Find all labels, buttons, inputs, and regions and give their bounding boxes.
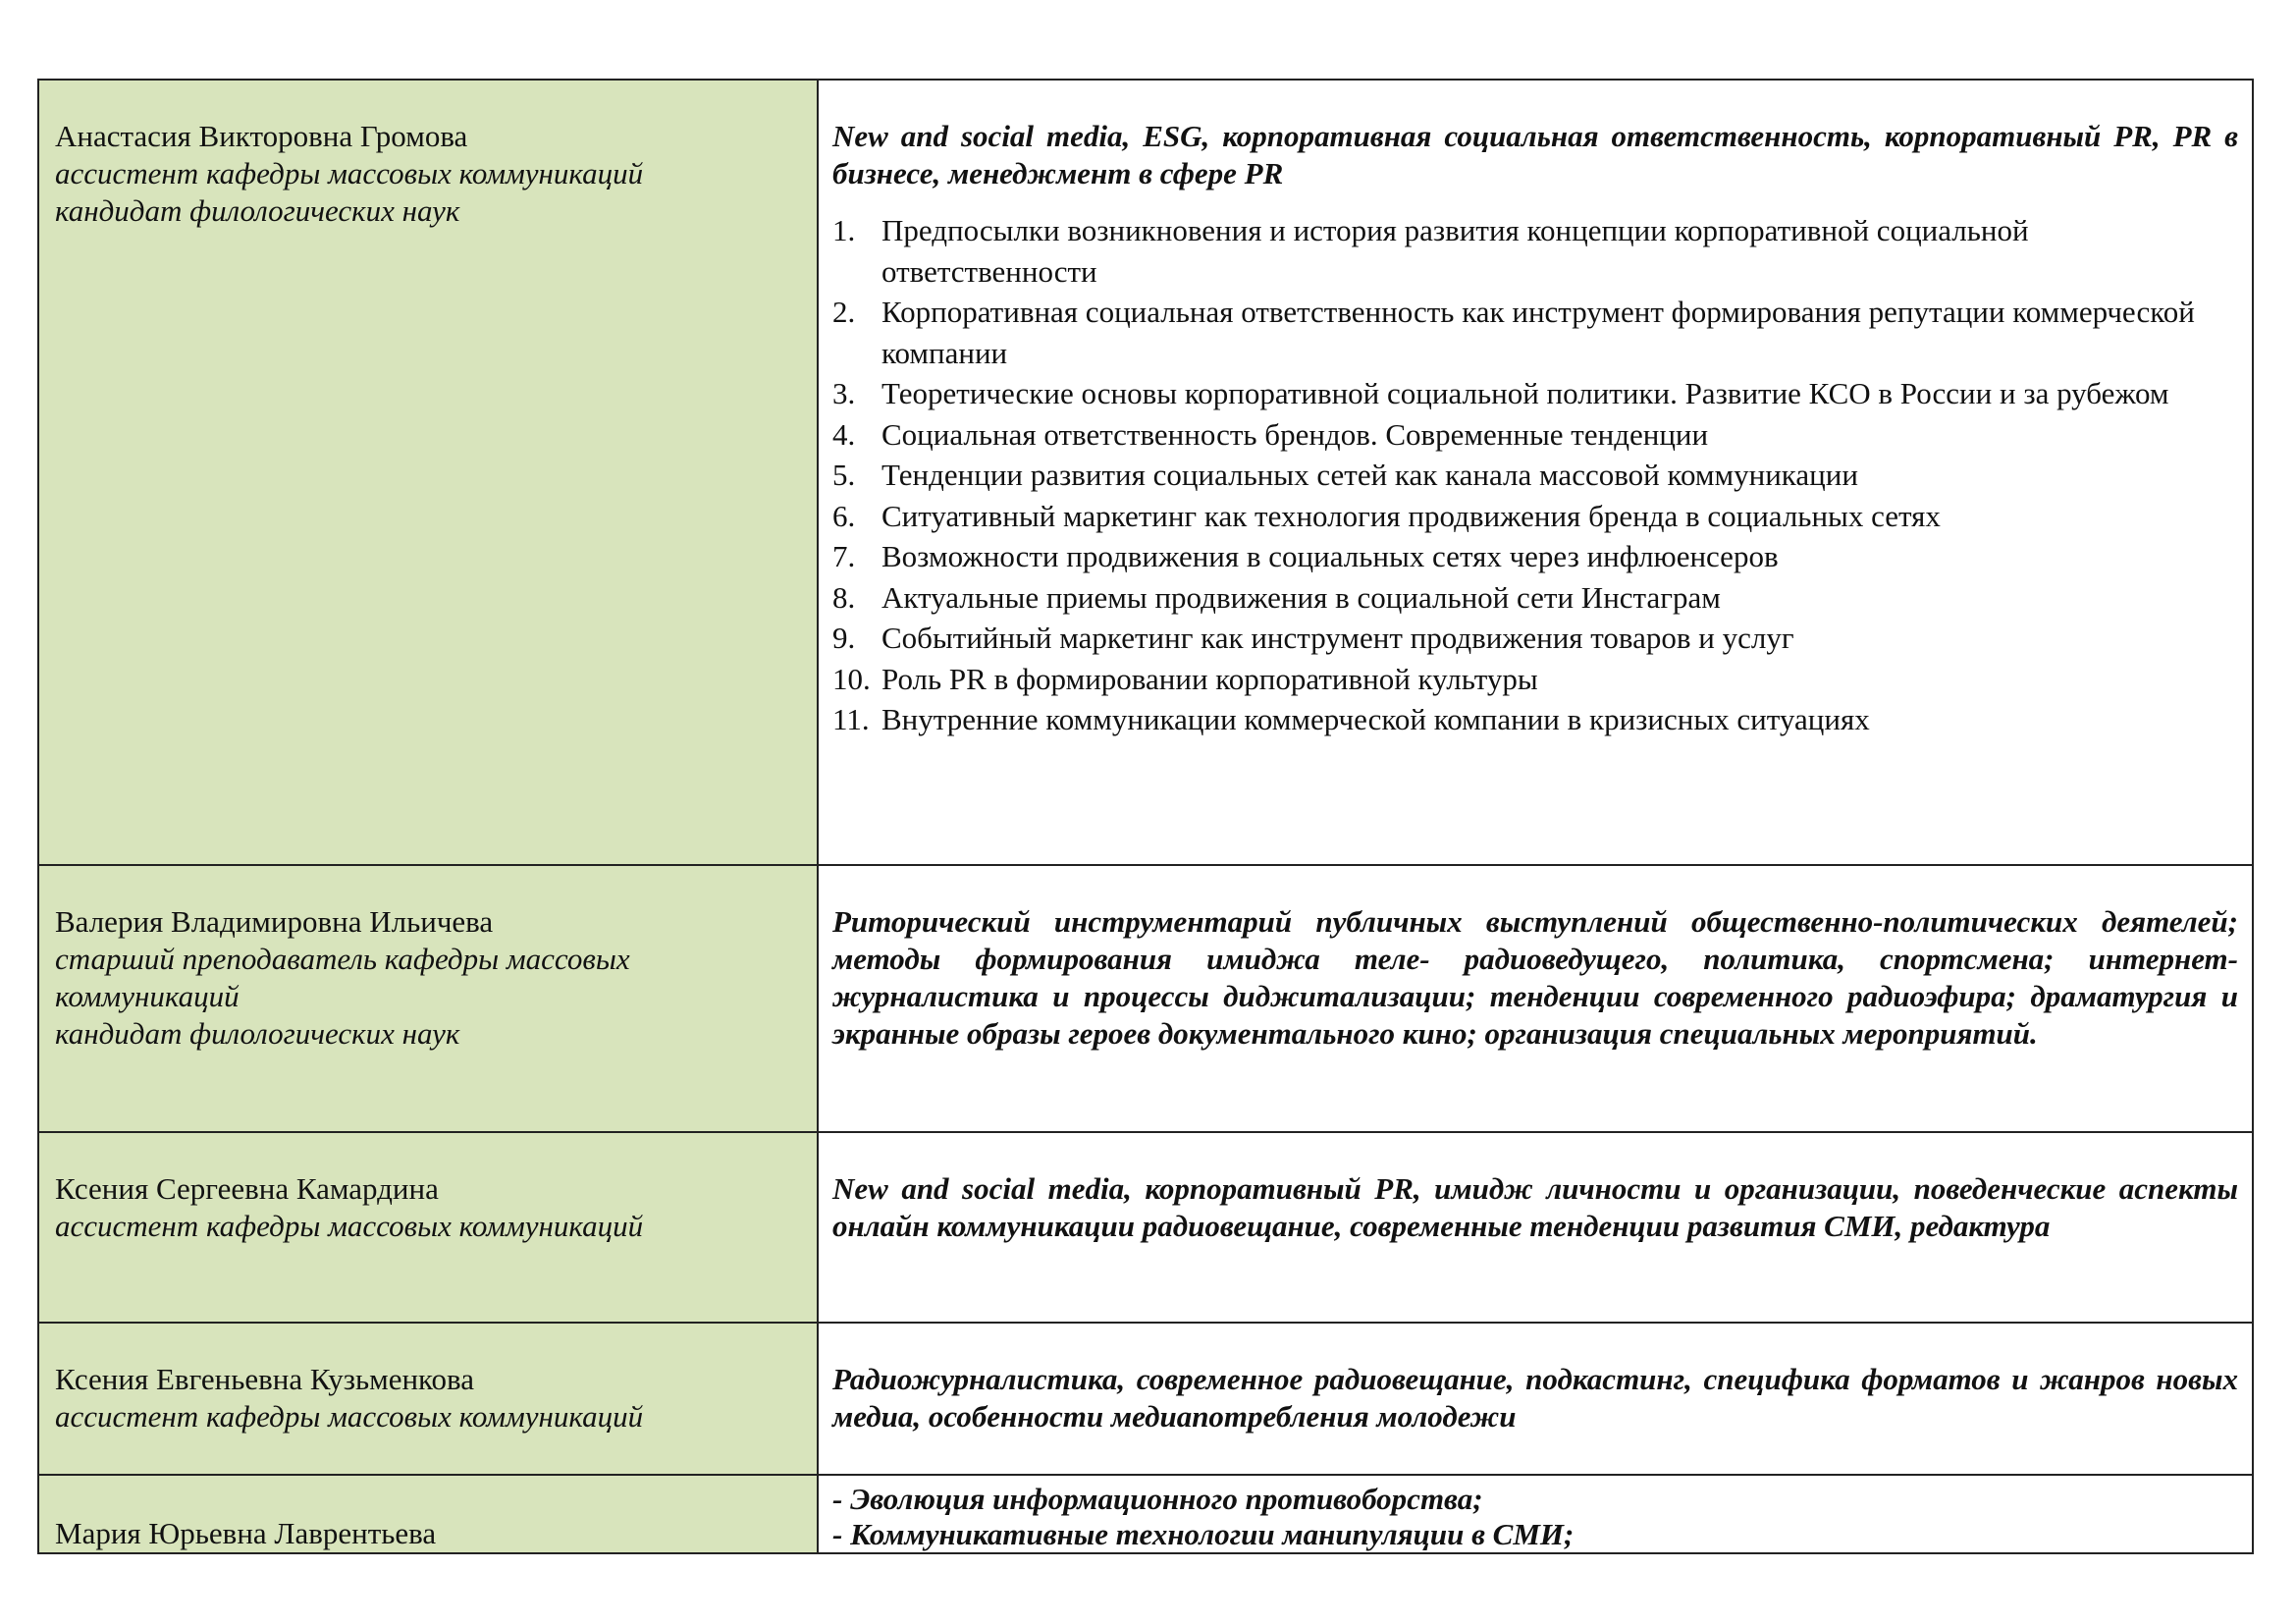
list-item: 8. Актуальные приемы продвижения в социальной сети Инстаграм	[832, 579, 1721, 615]
person-role: ассистент кафедры массовых коммуникаций	[55, 1399, 644, 1434]
person-cell	[38, 1132, 818, 1323]
research-line: - Эволюция информационного противоборства;	[832, 1482, 1483, 1516]
research-areas: Радиожурналистика, современное радиовещание, подкастинг, специфика форматов и жанров новых медиа, особенности медиапотребления молодежи	[832, 1362, 2238, 1434]
person-name: Анастасия Викторовна Громова	[55, 119, 468, 153]
table-row	[38, 1132, 2253, 1323]
research-areas: New and social media, ESG, корпоративная социальная ответственность, корпоративный PR, PR в бизнесе, менеджмент в сфере PR	[832, 119, 2238, 190]
topics-cell	[818, 1475, 2253, 1553]
person-name: Ксения Евгеньевна Кузьменкова	[55, 1362, 475, 1396]
person-name: Ксения Сергеевна Камардина	[55, 1171, 439, 1206]
person-cell	[38, 1323, 818, 1475]
person-degree: кандидат филологических наук	[55, 1016, 460, 1051]
research-areas: New and social media, корпоративный PR, имидж личности и организации, поведенческие аспекты онлайн коммуникации радиовещание, современные тенденции развития СМИ, редактура	[832, 1171, 2238, 1243]
person-cell	[38, 80, 818, 865]
person-degree: кандидат филологических наук	[55, 193, 460, 228]
table-row	[38, 1475, 2253, 1553]
list-item: 11. Внутренние коммуникации коммерческой компании в кризисных ситуациях	[832, 702, 1870, 736]
list-item: 4. Социальная ответственность брендов. Современные тенденции	[832, 416, 1709, 452]
person-cell	[38, 865, 818, 1132]
list-item: 7. Возможности продвижения в социальных сетях через инфлюенсеров	[832, 539, 1779, 573]
topics-cell	[818, 865, 2253, 1132]
list-item: 5. Тенденции развития социальных сетей как канала массовой коммуникации	[832, 458, 1858, 492]
supervisors-table	[37, 79, 2254, 1554]
topics-cell	[818, 1132, 2253, 1323]
list-item: 1. Предпосылки возникновения и история развития концепции корпоративной социальной ответственности	[832, 213, 2029, 289]
research-line: - Коммуникативные технологии манипуляции в СМИ;	[832, 1517, 1575, 1551]
person-cell	[38, 1475, 818, 1553]
table-row	[38, 80, 2253, 865]
table-row	[38, 865, 2253, 1132]
person-name: Мария Юрьевна Лаврентьева	[55, 1516, 437, 1550]
person-role: старший преподаватель кафедры массовых коммуникаций	[55, 942, 630, 1013]
list-item: 10. Роль PR в формировании корпоративной культуры	[832, 661, 1538, 696]
list-item: 3. Теоретические основы корпоративной социальной политики. Развитие КСО в России и за рубежом	[832, 376, 2169, 410]
topic-list	[832, 210, 2238, 740]
person-name: Валерия Владимировна Ильичева	[55, 904, 494, 939]
list-item: 2. Корпоративная социальная ответственность как инструмент формирования репутации коммерческой компании	[832, 295, 2195, 370]
person-role: ассистент кафедры массовых коммуникаций	[55, 1209, 644, 1243]
list-item: 6. Ситуативный маркетинг как технология продвижения бренда в социальных сетях	[832, 498, 1941, 533]
person-role: ассистент кафедры массовых коммуникаций	[55, 156, 644, 190]
topics-cell	[818, 80, 2253, 865]
table-row	[38, 1323, 2253, 1475]
topics-cell	[818, 1323, 2253, 1475]
list-item: 9. Событийный маркетинг как инструмент продвижения товаров и услуг	[832, 621, 1794, 655]
research-areas: Риторический инструментарий публичных выступлений общественно-политических деятелей; методы формирования имиджа теле- радиоведущего, политика, спортсмена; интернет- журналистика и процессы диджитализации; тенденции современного радиоэфира; драматургия и экранные образы героев документального кино; организация специальных мероприятий.	[832, 904, 2238, 1051]
